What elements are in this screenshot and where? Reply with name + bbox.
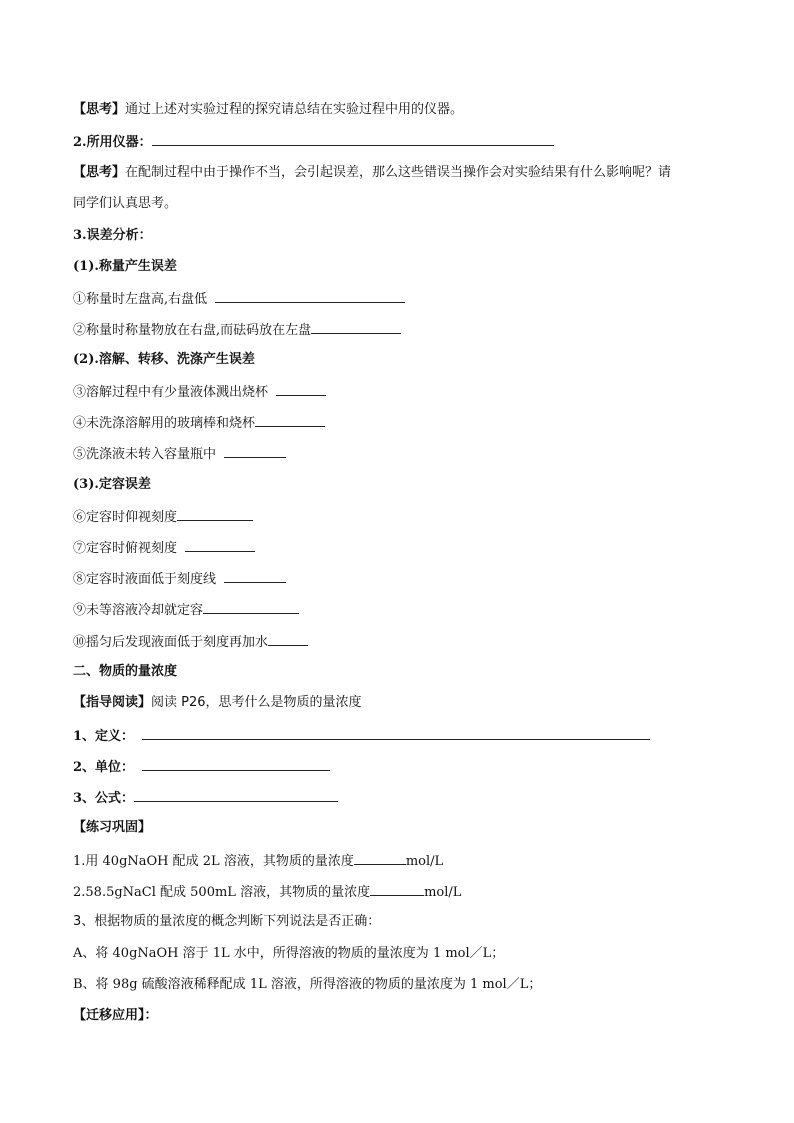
unit-label: 2、单位： [73,760,135,775]
unit-line [73,757,330,777]
answer-blank[interactable] [215,289,405,303]
answer-blank[interactable] [224,569,286,583]
formula-label: 3、公式： [73,791,135,806]
practice-q3: 3、根据物质的量浓度的概念判断下列说法是否正确： [73,914,381,929]
q1-blank[interactable] [354,851,406,865]
think-tag: 【思考】 [73,102,126,117]
error-item-1 [73,289,405,309]
guide-text: 阅读 P26，思考什么是物质的量浓度 [151,695,362,710]
error-item-6 [73,507,253,527]
answer-blank[interactable] [311,320,401,334]
error-item-text: ④未洗涤溶解用的玻璃棒和烧杯 [73,416,256,431]
guided-reading [73,694,362,712]
error-item-9 [73,600,299,620]
formula-line [73,788,338,808]
error-item-text: ⑩摇匀后发现液面低于刻度再加水 [73,635,269,650]
error-item-3 [73,382,326,402]
dissolving-error-title: (2).溶解、转移、洗涤产生误差 [73,352,255,367]
error-item-text: ②称量时称量物放在右盘,而砝码放在左盘 [73,323,312,338]
practice-q1 [73,851,443,871]
answer-blank[interactable] [224,444,286,458]
section-2-title: 二、物质的量浓度 [73,664,178,679]
option-a: A、将 40gNaOH 溶于 1L 水中，所得溶液的物质的量浓度为 1 mol／L； [73,946,505,961]
error-item-text: ①称量时左盘高,右盘低 [73,292,208,307]
q1-unit: mol/L [405,854,444,869]
think-text: 通过上述对实验过程的探究请总结在实验过程中用的仪器。 [125,102,464,117]
think-prompt-2 [73,164,671,182]
q2-text: 2.58.5gNaCl 配成 500mL 溶液，其物质的量浓度 [73,885,371,900]
error-item-text: ⑦定容时俯视刻度 [73,541,178,556]
answer-blank[interactable] [255,413,325,427]
q1-text: 1.用 40gNaOH 配成 2L 溶液，其物质的量浓度 [73,854,354,869]
error-item-10 [73,632,308,652]
error-item-7 [73,538,255,558]
weighing-error-title: (1).称量产生误差 [73,259,177,274]
q2-blank[interactable] [370,882,424,896]
error-item-4 [73,413,325,433]
error-analysis-title: 3.误差分析： [73,228,152,243]
definition-blank[interactable] [142,726,650,740]
unit-blank[interactable] [142,757,330,771]
transfer-title: 【迁移应用】： [73,1008,158,1023]
answer-blank[interactable] [268,632,308,646]
practice-q2 [73,882,461,902]
definition-label: 1、定义： [73,729,135,744]
instruments-blank[interactable] [152,132,554,146]
error-item-text: ⑥定容时仰视刻度 [73,510,178,525]
practice-title: 【练习巩固】 [73,820,152,835]
answer-blank[interactable] [203,600,299,614]
instruments-label: 2.所用仪器： [73,135,152,150]
instruments-line [73,132,554,152]
guide-tag: 【指导阅读】 [73,695,152,710]
error-item-text: ⑤洗涤液未转入容量瓶中 [73,447,217,462]
option-b: B、将 98g 硫酸溶液稀释配成 1L 溶液，所得溶液的物质的量浓度为 1 mol／L； [73,977,542,992]
think-text: 在配制过程中由于操作不当，会引起误差，那么这些错误当操作会对实验结果有什么影响呢？请 [125,165,672,180]
formula-blank[interactable] [134,788,338,802]
error-item-text: ③溶解过程中有少量液体溅出烧杯 [73,385,269,400]
error-item-text: ⑨未等溶液冷却就定容 [73,603,204,618]
answer-blank[interactable] [185,538,255,552]
definition-line [73,726,650,746]
think-prompt-2-continued: 同学们认真思考。 [73,196,178,211]
error-item-2 [73,320,401,340]
answer-blank[interactable] [177,507,253,521]
volume-error-title: (3).定容误差 [73,477,151,492]
q2-unit: mol/L [424,885,462,900]
answer-blank[interactable] [276,382,326,396]
error-item-8 [73,569,286,589]
think-prompt-1 [73,101,463,119]
error-item-5 [73,444,286,464]
error-item-text: ⑧定容时液面低于刻度线 [73,572,217,587]
think-tag: 【思考】 [73,165,126,180]
